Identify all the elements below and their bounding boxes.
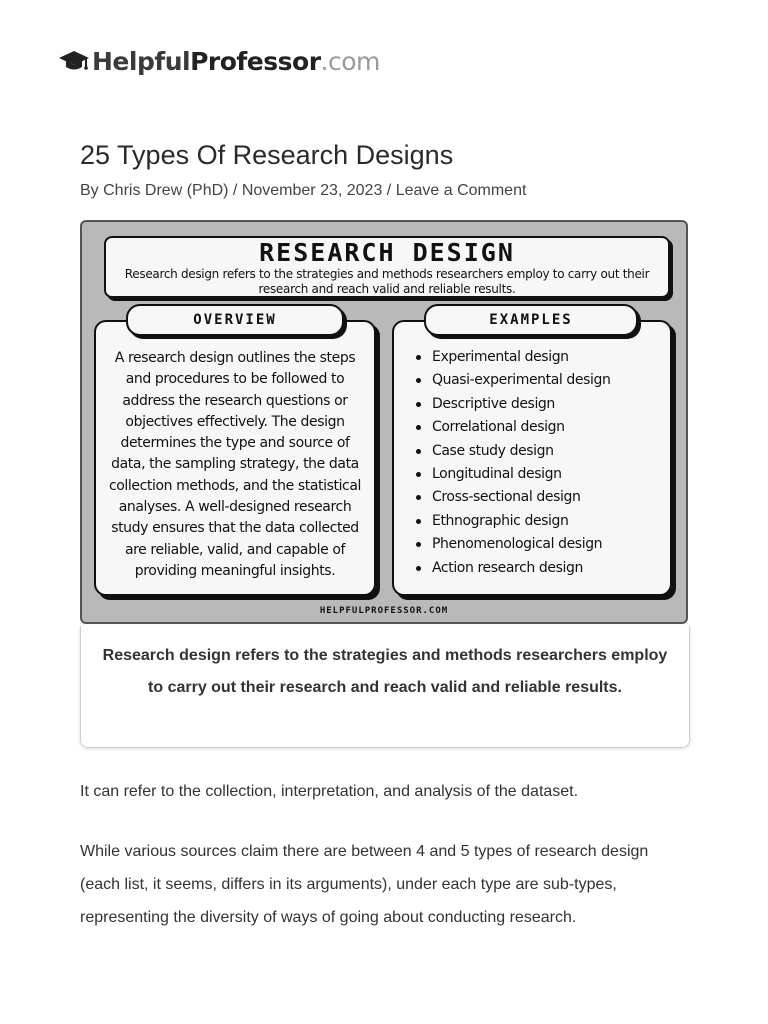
- body-paragraph: While various sources claim there are between 4 and 5 types of research design (each list, it seems, differs in its arguments), under each type are sub-types, representing the diversity of ways of going about conducting research.: [80, 843, 649, 926]
- list-item: Descriptive design: [414, 393, 610, 416]
- body-paragraph: It can refer to the collection, interpretation, and analysis of the dataset.: [80, 783, 579, 800]
- list-item: Cross-sectional design: [414, 486, 610, 509]
- article-byline: By Chris Drew (PhD) / November 23, 2023 / Leave a Comment: [80, 182, 527, 199]
- list-item: Correlational design: [414, 416, 610, 439]
- overview-text: A research design outlines the steps and procedures to be followed to address the research questions or objectives effectively. The design determines the type and source of data, the sampling strategy, the data collection methods, and the statistical analyses. A well-designed research study ensures that the data collected are reliable, valid, and capable of providing meaningful insights.: [108, 350, 362, 579]
- infographic-watermark: HELPFULPROFESSOR.COM: [319, 606, 449, 616]
- author-link[interactable]: Chris Drew (PhD): [103, 182, 229, 199]
- infographic-title: RESEARCH DESIGN: [259, 238, 515, 267]
- list-item: Case study design: [414, 440, 610, 463]
- list-item: Phenomenological design: [414, 533, 610, 556]
- leave-comment-link[interactable]: Leave a Comment: [395, 182, 527, 199]
- site-logo[interactable]: [58, 44, 380, 78]
- list-item: Longitudinal design: [414, 463, 610, 486]
- list-item: Ethnographic design: [414, 510, 610, 533]
- infographic-description: Research design refers to the strategies and methods researchers employ to carry out their research and reach valid and reliable results.: [124, 267, 650, 296]
- date-link[interactable]: November 23, 2023: [241, 182, 383, 199]
- list-item: Quasi-experimental design: [414, 369, 610, 392]
- research-design-infographic: [80, 220, 688, 624]
- list-item: Experimental design: [414, 346, 610, 369]
- overview-heading: OVERVIEW: [126, 304, 344, 336]
- article-title: 25 Types Of Research Designs: [80, 140, 454, 170]
- graduation-cap-icon: [58, 48, 90, 74]
- examples-list: [414, 346, 610, 580]
- overview-panel: [94, 320, 376, 596]
- infographic-header: [104, 236, 670, 298]
- logo-wordmark: HelpfulProfessor.com: [92, 46, 380, 76]
- examples-heading: EXAMPLES: [424, 304, 638, 336]
- examples-panel: [392, 320, 672, 596]
- image-caption: Research design refers to the strategies and methods researchers employ to carry out their research and reach valid and reliable results.: [80, 626, 690, 748]
- list-item: Action research design: [414, 557, 610, 580]
